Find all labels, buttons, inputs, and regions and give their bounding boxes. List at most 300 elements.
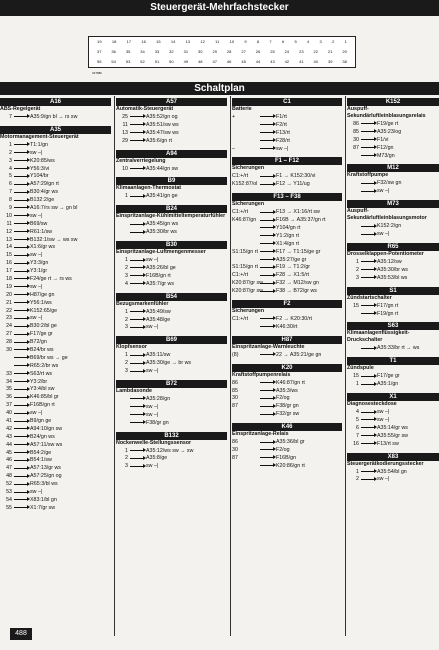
- component-header: B72: [116, 380, 227, 388]
- component-header: B54: [116, 293, 227, 301]
- wire-target: B24/gn ws: [30, 433, 55, 440]
- wire-target: sw –|: [146, 368, 159, 375]
- wire-target: Y56:1/ws: [30, 299, 52, 306]
- wire-arrow-icon: [14, 357, 28, 358]
- wire-arrow-icon: [14, 207, 28, 208]
- wire-target: F24/ge rt → rs ws: [30, 275, 72, 282]
- connector-pin: 36: [111, 49, 116, 54]
- pin-label: 21: [6, 299, 12, 306]
- wire-target: B54:2/ge: [30, 449, 52, 456]
- component-description: Diagnosesteckdose: [347, 401, 397, 408]
- connector-row-2: [89, 47, 355, 57]
- component-header: B24: [116, 205, 227, 213]
- component-description: Sicherungen: [232, 165, 265, 172]
- wiring-line: [0, 180, 111, 188]
- pin-label: 85: [353, 128, 359, 135]
- component-description: Drosselklappen-Potentiometer: [347, 251, 424, 258]
- pin-label: 2: [9, 149, 12, 156]
- pin-label: 34: [6, 378, 12, 385]
- pin-label: 5: [356, 416, 359, 423]
- wiring-line: [232, 402, 342, 410]
- connector-pin: 23: [299, 49, 304, 54]
- wire-arrow-icon: [260, 176, 274, 177]
- pin-label: 3: [125, 324, 128, 331]
- wire-arrow-icon: [130, 267, 144, 268]
- wire-arrow-icon: [130, 414, 144, 415]
- wire-target: A35:6/gn rt: [146, 137, 172, 144]
- wire-arrow-icon: [260, 275, 274, 276]
- wire-target: F12/gn: [377, 144, 394, 151]
- wire-target: A35:3/ws: [276, 387, 298, 394]
- wire-arrow-icon: [14, 231, 28, 232]
- connector-pin: 32: [169, 49, 174, 54]
- wire-arrow-icon: [130, 363, 144, 364]
- wire-target: B9/gn ge: [30, 418, 52, 424]
- connector-pin: 35: [125, 49, 131, 54]
- wire-target: K46:30/rt: [276, 323, 298, 330]
- pin-label: 54: [6, 496, 12, 503]
- wire-target: F28 → X1:5/rt: [276, 272, 309, 279]
- wiring-line: [347, 266, 439, 274]
- wiring-line: [0, 243, 111, 251]
- wire-target: A35:51/sw ws: [146, 121, 179, 128]
- wire-target: A35:53/bl ws: [377, 274, 408, 281]
- component-description: Auspuff-Sekundärluftleinblasungsmotor: [347, 208, 427, 222]
- pin-label: 40: [6, 410, 12, 417]
- pin-label: 44: [6, 441, 12, 448]
- wire-target: F32/gr sw: [276, 411, 300, 418]
- pin-label: 7: [9, 113, 12, 120]
- wire-target: sw –|: [30, 315, 43, 322]
- wire-target: X1:6/gr ws: [30, 244, 56, 251]
- pin-label: K20:87/gr sw: [232, 280, 263, 287]
- component-header: K20: [232, 364, 342, 372]
- wire-target: F17/gn rt: [377, 302, 399, 309]
- wire-target: sw –|: [30, 149, 43, 156]
- connector-pin: 44: [255, 59, 261, 64]
- pin-label: 2: [356, 266, 359, 273]
- component-header: A35: [0, 126, 111, 134]
- component-header: K152: [347, 98, 439, 106]
- wire-target: F1/vi: [377, 136, 389, 143]
- wiring-line: [0, 149, 111, 157]
- wiring-line: [347, 424, 439, 432]
- wiring-line: [116, 395, 227, 403]
- wire-arrow-icon: [260, 318, 274, 319]
- wiring-line: [0, 504, 111, 512]
- wiring-line: [347, 144, 439, 152]
- wiring-line: [0, 212, 111, 220]
- pin-label: 15: [353, 373, 359, 380]
- pin-label: S1:15/gn rt: [232, 248, 258, 255]
- wire-target: X1:7/gr sw: [30, 504, 56, 511]
- wire-arrow-icon: [14, 405, 28, 406]
- wire-arrow-icon: [130, 168, 144, 169]
- connector-row-1: [89, 37, 355, 47]
- wire-arrow-icon: [14, 294, 28, 295]
- column-4: [347, 96, 439, 486]
- wire-target: A35:45/gn ws: [146, 221, 179, 228]
- column-2: [116, 96, 227, 473]
- pin-label: 2: [125, 360, 128, 367]
- component-header: B132: [116, 432, 227, 440]
- wire-arrow-icon: [14, 413, 28, 414]
- column-3: [232, 96, 342, 473]
- connector-pin: 22: [313, 49, 318, 54]
- wiring-line: [232, 287, 342, 295]
- pin-label: K20:87/gr sw: [232, 288, 263, 295]
- wire-arrow-icon: [14, 302, 28, 303]
- connector-pin: 53: [125, 59, 131, 64]
- wire-target: B69/br ws → ge: [30, 354, 68, 361]
- connector-pin: 12: [200, 39, 205, 44]
- pin-label: 8: [9, 197, 12, 204]
- wire-target: sw –|: [146, 411, 159, 418]
- wire-target: F16B/gn: [276, 454, 297, 461]
- wire-target: Y3:1/gr: [30, 268, 48, 275]
- wiring-line: [347, 310, 439, 318]
- wiring-line: [0, 322, 111, 330]
- wiring-line: [0, 496, 111, 504]
- wire-target: B132:1/sw → ws sw: [30, 236, 78, 243]
- component-description: Zündspule: [347, 365, 374, 372]
- pin-label: C1:+/rt: [232, 315, 249, 322]
- connector-pin: 50: [169, 59, 174, 64]
- wiring-line: [116, 403, 227, 411]
- wiring-line: [116, 228, 227, 236]
- component-description: Klimaanlagenflüssigkeit-Druckschalter: [347, 330, 410, 344]
- pin-label: (8): [232, 351, 239, 358]
- connector-pin: 11: [215, 39, 220, 44]
- pin-label: 24: [6, 323, 12, 330]
- connector-pin: 17: [126, 39, 132, 44]
- wire-target: F2/og: [276, 395, 290, 402]
- wiring-line: [116, 113, 227, 121]
- wire-arrow-icon: [260, 243, 274, 244]
- connector-pin: 28: [226, 49, 232, 54]
- wire-arrow-icon: [260, 116, 274, 117]
- wiring-line: [0, 346, 111, 354]
- wiring-line: [116, 351, 227, 359]
- wire-target: H87/ge gn: [30, 291, 55, 298]
- wire-arrow-icon: [130, 422, 144, 423]
- wire-arrow-icon: [130, 260, 144, 261]
- wire-arrow-icon: [130, 458, 144, 459]
- pin-label: 6: [9, 181, 12, 188]
- wire-target: F38 → B72/gr ws: [276, 288, 317, 295]
- wire-target: sw –|: [30, 489, 43, 496]
- wire-arrow-icon: [14, 247, 28, 248]
- wire-arrow-icon: [260, 227, 274, 228]
- pin-label: 1: [125, 257, 128, 264]
- connector-pin: 45: [241, 59, 246, 64]
- wire-target: F12 → Y11/ug: [276, 181, 310, 188]
- wire-target: sw –|: [30, 283, 43, 290]
- wire-target: F38/gr gn: [276, 403, 299, 410]
- wiring-line: [0, 370, 111, 378]
- wire-target: sw –|: [146, 403, 159, 410]
- wiring-line: [116, 121, 227, 129]
- wire-arrow-icon: [130, 450, 144, 451]
- wire-arrow-icon: [361, 269, 375, 270]
- pin-label: 7: [356, 432, 359, 439]
- wiring-line: [116, 316, 227, 324]
- connector-pin: 18: [111, 39, 117, 44]
- wiring-line: [232, 446, 342, 454]
- wiring-line: [232, 121, 342, 129]
- wire-target: F17 → T1:15/ge gr: [276, 248, 321, 255]
- wire-arrow-icon: [361, 419, 375, 420]
- wire-target: B72/gn: [30, 339, 47, 346]
- pin-label: 2: [356, 476, 359, 483]
- wire-target: sw –|: [377, 409, 390, 416]
- wire-target: R65:2/br ws: [30, 362, 59, 369]
- wire-target: Y3:4/bl sw: [30, 386, 55, 393]
- pin-label: C1:+/rt: [232, 173, 249, 180]
- connector-pin: 42: [284, 59, 290, 64]
- connector-pin: 49: [183, 59, 189, 64]
- wire-target: Y104/br: [30, 173, 49, 180]
- wire-target: A57:11/sw ws: [30, 441, 63, 448]
- wiring-line: [0, 457, 111, 465]
- wire-arrow-icon: [14, 468, 28, 469]
- wiring-line: [116, 256, 227, 264]
- wire-target: R65:3/bl ws: [30, 481, 58, 488]
- wiring-line: [116, 419, 227, 427]
- pin-label: 46: [6, 457, 12, 464]
- wiring-line: [232, 263, 342, 271]
- wire-target: B24/br ws: [30, 346, 54, 353]
- wire-arrow-icon: [14, 286, 28, 287]
- wire-arrow-icon: [14, 168, 28, 169]
- wire-target: sw –|: [146, 324, 159, 331]
- wire-arrow-icon: [260, 132, 274, 133]
- component-description: Zündstartschalter: [347, 294, 392, 301]
- column-1: [0, 96, 111, 515]
- wire-target: A35:27/ge gr: [276, 256, 307, 263]
- pin-label: 45: [6, 449, 12, 456]
- wire-target: K152:65/ge: [30, 307, 58, 314]
- wire-target: B132:2/ge: [30, 197, 55, 204]
- wire-target: Y3:3/gn: [30, 260, 49, 267]
- wiring-line: [232, 379, 342, 387]
- wire-arrow-icon: [14, 326, 28, 327]
- pin-label: 86: [232, 439, 238, 446]
- wire-arrow-icon: [130, 140, 144, 141]
- wiring-line: [232, 438, 342, 446]
- wiring-line: [116, 454, 227, 462]
- component-header: B69: [116, 336, 227, 344]
- wire-target: F19 → T1:2/gr: [276, 264, 311, 271]
- connector-pin: 24: [284, 49, 290, 54]
- pin-label: K46:87/gn: [232, 217, 257, 224]
- wire-target: F17/ge gr: [30, 331, 53, 338]
- wire-arrow-icon: [260, 291, 274, 292]
- wire-arrow-icon: [130, 355, 144, 356]
- wiring-line: [347, 136, 439, 144]
- connector-pin: 1: [344, 39, 347, 44]
- wire-target: F2/og: [276, 446, 290, 453]
- wire-arrow-icon: [260, 442, 274, 443]
- wiring-line: [347, 152, 439, 160]
- section-title: Schaltplan: [0, 82, 439, 95]
- wiring-line: [347, 380, 439, 388]
- wire-arrow-icon: [361, 139, 375, 140]
- wiring-line: [0, 204, 111, 212]
- wire-target: S63/rt ws: [30, 370, 53, 377]
- wire-arrow-icon: [14, 192, 28, 193]
- wire-arrow-icon: [14, 373, 28, 374]
- wire-arrow-icon: [14, 492, 28, 493]
- wiring-line: [0, 307, 111, 315]
- component-description: Nockenwelle-Stellungssensor: [116, 439, 192, 446]
- wiring-line: [347, 344, 439, 352]
- wire-target: A57:13/gr ws: [30, 465, 61, 472]
- wire-target: F13/rt: [276, 129, 290, 136]
- pin-label: 25: [122, 113, 128, 120]
- wire-arrow-icon: [130, 116, 144, 117]
- wire-target: sw –|: [377, 231, 390, 238]
- pin-label: 30: [232, 446, 238, 453]
- wire-target: Y104/gn rt: [276, 224, 301, 231]
- wiring-line: [232, 248, 342, 256]
- connector-pin: 13: [185, 39, 191, 44]
- wire-arrow-icon: [14, 444, 28, 445]
- wire-arrow-icon: [260, 406, 274, 407]
- pin-label: 1: [9, 141, 12, 148]
- wiring-line: [232, 240, 342, 248]
- pin-label: –: [232, 145, 235, 152]
- component-header: A57: [116, 98, 227, 106]
- wire-target: A35:54/bl gn: [377, 468, 407, 475]
- wire-arrow-icon: [14, 152, 28, 153]
- wiring-line: [232, 387, 342, 395]
- wire-target: A35:12/ws sw → sw: [146, 447, 194, 454]
- wire-arrow-icon: [361, 443, 375, 444]
- wire-arrow-icon: [260, 465, 274, 466]
- pin-label: 30: [6, 346, 12, 353]
- wire-arrow-icon: [130, 275, 144, 276]
- connector-pin: 26: [255, 49, 261, 54]
- pin-label: 10: [122, 165, 128, 172]
- wiring-line: [232, 216, 342, 224]
- wiring-line: [0, 330, 111, 338]
- component-description: Sicherungen: [232, 308, 265, 315]
- wiring-line: [0, 441, 111, 449]
- component-description: Sicherungen: [232, 201, 265, 208]
- pin-label: 33: [6, 370, 12, 377]
- wire-arrow-icon: [14, 200, 28, 201]
- wire-arrow-icon: [260, 382, 274, 383]
- wire-arrow-icon: [361, 261, 375, 262]
- connector-pin: 37: [96, 49, 102, 54]
- connector-pin: 52: [140, 59, 145, 64]
- wiring-line: [0, 157, 111, 165]
- wire-arrow-icon: [14, 144, 28, 145]
- wire-target: A35:44/gn sw: [146, 165, 179, 172]
- connector-diagram: [88, 36, 356, 68]
- component-description: Zentralverriegelung: [116, 157, 166, 164]
- wire-target: A57:25/gn og: [30, 473, 62, 480]
- pin-label: K152:87/ol: [232, 181, 258, 188]
- wiring-line: [0, 401, 111, 409]
- wire-target: A35:36/bl gr: [276, 439, 305, 446]
- pin-label: 48: [6, 473, 12, 480]
- pin-label: 1: [125, 447, 128, 454]
- pin-label: 16: [353, 440, 359, 447]
- connector-pin: 55: [96, 59, 102, 64]
- wiring-line: [0, 228, 111, 236]
- connector-pin: 47: [212, 59, 217, 64]
- pin-label: C1:+/rt: [232, 209, 249, 216]
- wiring-line: [232, 454, 342, 462]
- connector-pin: 14: [170, 39, 176, 44]
- wire-target: sw –|: [377, 188, 390, 195]
- wiring-line: [232, 145, 342, 153]
- pin-label: 11: [122, 121, 128, 128]
- wiring-line: [347, 222, 439, 230]
- wire-arrow-icon: [130, 224, 144, 225]
- pin-label: 4: [9, 165, 12, 172]
- pin-label: 13: [122, 129, 128, 136]
- wiring-line: [347, 258, 439, 266]
- wiring-line: [232, 410, 342, 418]
- wire-target: sw –|: [276, 145, 289, 152]
- wire-target: F16B/gn rt: [146, 272, 171, 279]
- wire-arrow-icon: [260, 212, 274, 213]
- wiring-line: [0, 480, 111, 488]
- wire-arrow-icon: [130, 232, 144, 233]
- wire-arrow-icon: [14, 176, 28, 177]
- wire-arrow-icon: [260, 184, 274, 185]
- wire-target: A94:10/gn sw: [30, 425, 63, 432]
- wiring-line: [116, 264, 227, 272]
- connector-pin: 27: [241, 49, 246, 54]
- wire-target: F32 → M12/sw gn: [276, 280, 319, 287]
- wire-target: Y1:2/gn rt: [276, 232, 299, 239]
- wire-arrow-icon: [14, 349, 28, 350]
- pin-label: 86: [232, 379, 238, 386]
- wire-target: F13/rt sw: [377, 440, 399, 447]
- pin-label: 28: [6, 339, 12, 346]
- component-header: K46: [232, 423, 342, 431]
- wire-target: F19/ge rt: [377, 120, 399, 127]
- wire-arrow-icon: [260, 251, 274, 252]
- wire-arrow-icon: [361, 479, 375, 480]
- connector-pin: 30: [198, 49, 203, 54]
- connector-pin: 33: [154, 49, 160, 54]
- wire-target: F17/ge gr: [377, 373, 400, 380]
- wire-arrow-icon: [14, 223, 28, 224]
- wiring-line: [0, 251, 111, 259]
- pin-label: 17: [6, 268, 12, 275]
- wire-arrow-icon: [260, 235, 274, 236]
- component-header: M12: [347, 164, 439, 172]
- wire-arrow-icon: [130, 371, 144, 372]
- pin-label: 14: [6, 244, 12, 251]
- wire-target: R61:1/sw: [30, 228, 53, 235]
- wiring-line: [0, 267, 111, 275]
- pin-label: 43: [6, 433, 12, 440]
- wire-arrow-icon: [14, 389, 28, 390]
- connector-pin: 6: [281, 39, 285, 44]
- wire-target: X83:1/bl gn: [30, 496, 57, 503]
- wire-arrow-icon: [14, 310, 28, 311]
- wire-arrow-icon: [361, 191, 375, 192]
- connector-row-3: [89, 57, 355, 67]
- pin-label: 87: [232, 454, 238, 461]
- wiring-line: [232, 172, 342, 180]
